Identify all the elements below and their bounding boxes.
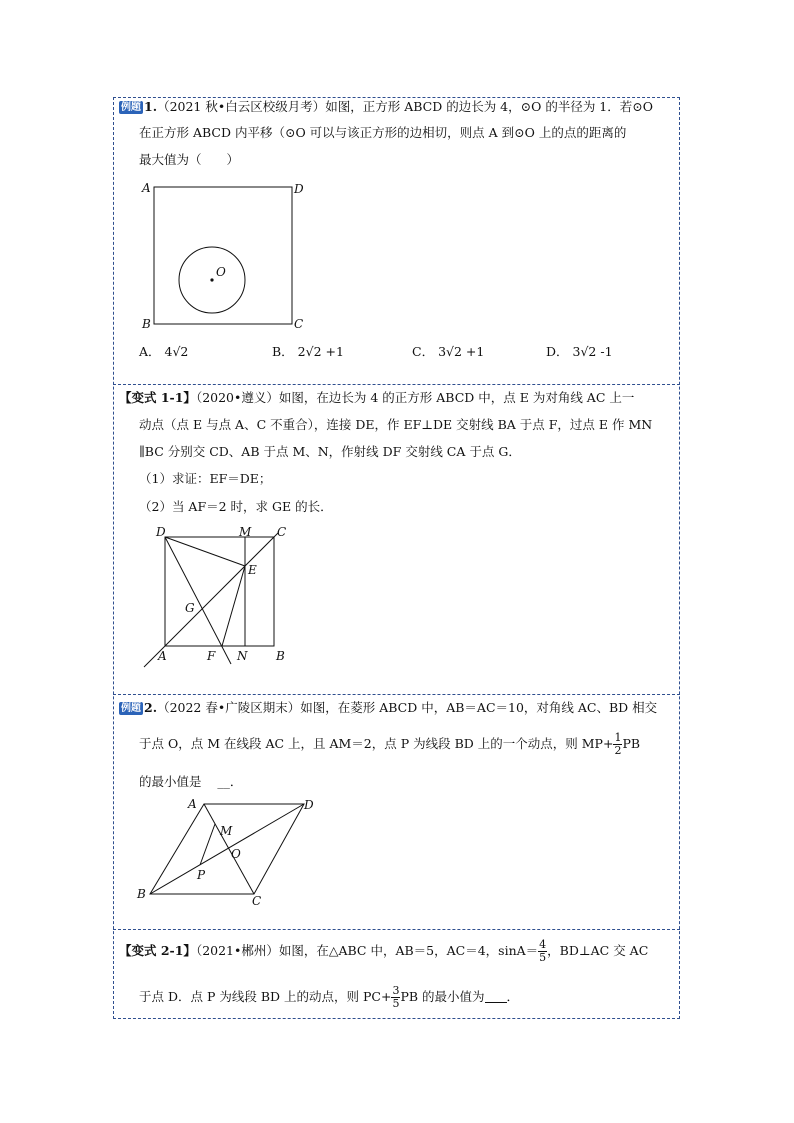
- problem-1-line-3: 最大值为（ ）: [139, 152, 240, 167]
- svg-text:C: C: [294, 317, 304, 331]
- svg-text:D: D: [304, 798, 314, 812]
- option-d: D． 3√2 -1: [546, 344, 613, 359]
- answer-blank: [485, 990, 507, 1003]
- problem-2-line-2: 于点 O，点 M 在线段 AC 上，且 AM＝2，点 P 为线段 BD 上的一个动点，则 MP+ $\frac{1}{2}$ PB: [139, 731, 641, 757]
- fraction-half: $\frac{1}{2}$: [614, 731, 622, 757]
- svg-text:B: B: [142, 317, 151, 331]
- fraction-four-fifths: $\frac{4}{5}$: [539, 938, 547, 964]
- svg-text:F: F: [207, 649, 216, 663]
- svg-text:E: E: [248, 563, 257, 577]
- square-circle-figure: [138, 178, 318, 333]
- variant-1-1-line-2: 动点（点 E 与点 A、C 不重合），连接 DE，作 EF⊥DE 交射线 BA 于点 F，过点 E 作 MN: [139, 417, 653, 432]
- example-badge: 例题: [121, 102, 141, 113]
- svg-text:A: A: [142, 181, 151, 195]
- svg-text:A: A: [188, 797, 197, 811]
- separator: [113, 694, 680, 695]
- problem-1-line-2: 在正方形 ABCD 内平移（⊙O 可以与该正方形的边相切，则点 A 到⊙O 上的点的距离的: [139, 125, 627, 140]
- fraction-three-fifths: $\frac{3}{5}$: [392, 984, 400, 1010]
- example-badge: 例题: [121, 703, 141, 714]
- problem-1-line-1: 例题 1.（2021 秋•白云区校级月考）如图，正方形 ABCD 的边长为 4，⊙O 的半径为 1．若⊙O: [121, 99, 653, 114]
- separator: [113, 384, 680, 385]
- variant-2-1-line-1: 【变式 2-1】（2021•郴州）如图，在△ABC 中，AB＝5，AC＝4，sinA＝ $\frac{4}{5}$ ，BD⊥AC 交 AC: [119, 938, 649, 964]
- svg-text:O: O: [216, 265, 226, 279]
- problem-2-line-1: 例题 2.（2022 春•广陵区期末）如图，在菱形 ABCD 中，AB＝AC＝10，对角线 AC、BD 相交: [121, 700, 658, 715]
- rhombus-figure: [134, 794, 324, 906]
- variant-1-1-line-1: 【变式 1-1】（2020•遵义）如图，在边长为 4 的正方形 ABCD 中，点 E 为对角线 AC 上一: [119, 390, 635, 405]
- option-c: C． 3√2 +1: [412, 344, 485, 359]
- svg-text:A: A: [158, 649, 167, 663]
- variant-2-1-line-2: 于点 D．点 P 为线段 BD 上的动点，则 PC+ $\frac{3}{5}$ PB 的最小值为 ．: [139, 984, 520, 1010]
- svg-text:D: D: [156, 525, 166, 539]
- svg-text:M: M: [220, 824, 233, 838]
- svg-text:M: M: [239, 525, 252, 539]
- variant-1-1-part-2: （2）当 AF＝2 时，求 GE 的长．: [139, 499, 333, 514]
- svg-text:N: N: [237, 649, 248, 663]
- separator: [113, 929, 680, 930]
- svg-text:D: D: [294, 182, 304, 196]
- option-b: B． 2√2 +1: [272, 344, 344, 359]
- svg-text:O: O: [231, 847, 241, 861]
- svg-text:C: C: [277, 525, 287, 539]
- svg-text:B: B: [137, 887, 146, 901]
- problem-2-line-3: 的最小值是 __．: [139, 774, 243, 789]
- svg-text:P: P: [197, 868, 206, 882]
- svg-text:C: C: [252, 894, 262, 906]
- answer-blank: __．: [217, 774, 243, 789]
- variant-1-1-line-3: ∥BC 分别交 CD、AB 于点 M、N，作射线 DF 交射线 CA 于点 G．: [139, 444, 521, 459]
- svg-text:B: B: [276, 649, 285, 663]
- option-a: A． 4√2: [139, 344, 189, 359]
- svg-text:G: G: [185, 601, 195, 615]
- square-diagonal-figure: [138, 522, 298, 670]
- variant-1-1-part-1: （1）求证：EF＝DE；: [139, 471, 272, 486]
